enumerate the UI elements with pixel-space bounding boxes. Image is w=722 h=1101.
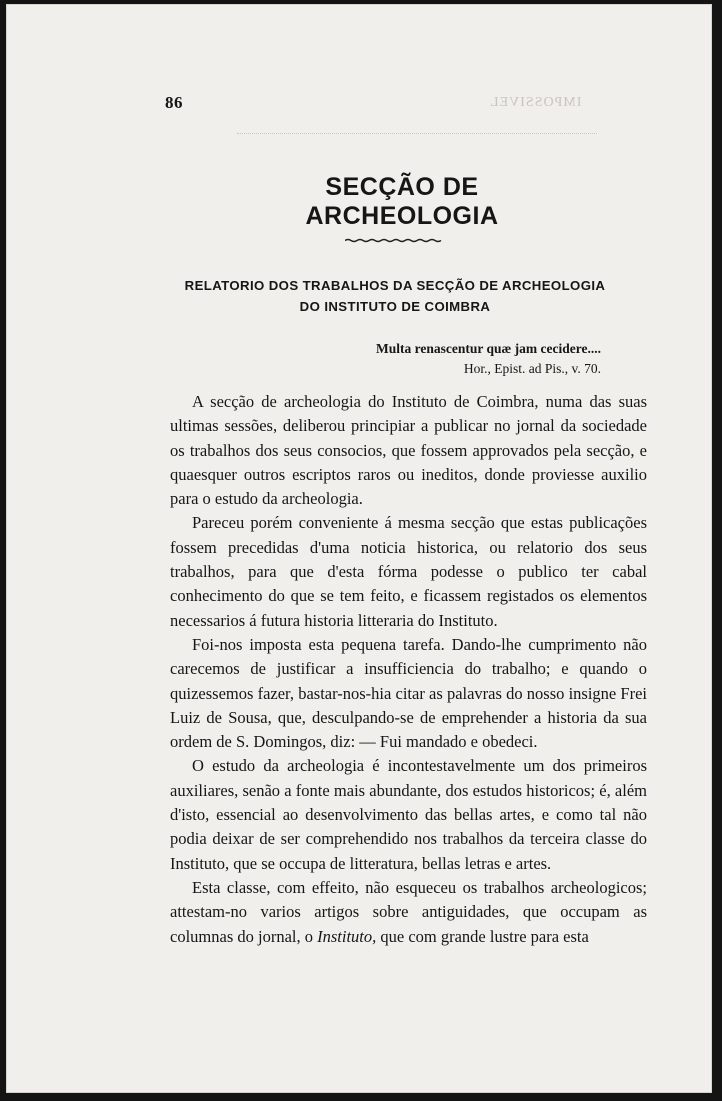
paragraph-3: Foi-nos imposta esta pequena tarefa. Dando-lhe cumprimento não carecemos de justificar a insufficiencia do trabalho; e quando o quizessemos fazer, bastar-nos-hia citar as palavras do nosso insigne Frei Luiz de Sousa, que, desculpando-se de emprehender a historia da sua ordem de S. Domingos, diz: — Fui mandado e obedeci. [170, 634, 647, 752]
bleed-through-text: IMPOSSIVEL [488, 95, 581, 110]
paragraph-1: A secção de archeologia do Instituto de Coimbra, numa das suas ultimas sessões, deliberou principiar a publicar no jornal da sociedade os trabalhos dos seus consocios, que fossem approvados pela secção, e quaesquer outros escriptos raros ou ineditos, donde proviesse auxilio para o estudo da archeologia. [170, 392, 647, 509]
epigraph-quote: Multa renascentur quæ jam cecidere.... [376, 341, 601, 356]
paragraph-5-start: Esta classe, com effeito, não esqueceu os trabalhos archeologicos; attestam-no varios artigos sobre antiguidades, que occupam as columnas do jornal, o [170, 877, 647, 946]
section-title: SECÇÃO DE ARCHEOLOGIA [305, 173, 499, 230]
paragraph-2: Pareceu porém conveniente á mesma secção que estas publicações fossem precedidas d'uma noticia historica, ou relatorio dos seus trabalhos, para que d'esta fórma podesse o publico ter cabal conhecimento do que se tem feito, e ficassem registados os elementos necessarios á futura historia litteraria do Instituto. [170, 513, 647, 630]
journal-title: Instituto, [317, 926, 377, 946]
epigraph-citation: Hor., Epist. ad Pis., v. 70. [463, 361, 601, 376]
report-title [175, 275, 615, 317]
epigraph [281, 339, 601, 379]
body-text [170, 390, 647, 949]
page-number: 86 [165, 93, 183, 112]
paragraph-5 [170, 876, 647, 949]
report-title-line-2: DO INSTITUTO DE COIMBRA [299, 299, 491, 314]
paragraph-5-end: que com grande lustre para esta [376, 926, 589, 946]
dotted-rule [237, 133, 597, 134]
report-title-line-1: RELATORIO DOS TRABALHOS DA SECÇÃO DE ARCHEOLOGIA [184, 278, 606, 293]
paragraph-4: O estudo da archeologia é incontestavelmente um dos primeiros auxiliares, senão a fonte mais abundante, dos estudos historicos; é, além d'isto, essencial ao desenvolvimento das bellas artes, e como tal não podia deixar de ser comprehendido nos trabalhos da terceira classe do Instituto, que se occupa de litteratura, bellas letras e artes. [170, 756, 647, 873]
document-page [6, 4, 712, 1093]
title-underline-ornament [345, 238, 443, 243]
